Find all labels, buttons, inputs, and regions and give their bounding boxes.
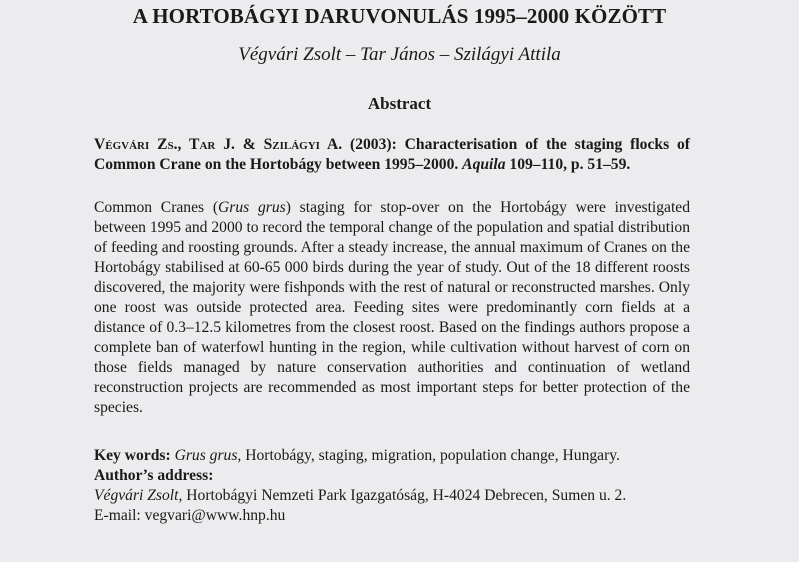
abstract-species: Grus grus [218,199,286,216]
citation-pages: 109–110, p. 51–59. [505,156,631,173]
citation [94,135,690,175]
abstract-body [94,198,690,418]
abstract-part-1: Common Cranes ( [94,199,219,216]
keywords-line [94,446,690,466]
keywords-label: Key words: [94,447,171,464]
abstract-part-2: ) staging for stop-over on the Hortobágy were investigated between 1995 and 2000 to record the temporal change of the population and spatial distribution of feeding and roosting grounds. After a steady increase, the annual maximum of Cranes on the Hortobágy stabilised at 60-65 000 birds during the year of study. Out of the 18 different roosts discovered, the majority were fishponds with the rest of natural or reconstructed marshes. Only one roost was outside protected area. Feeding sites were predominantly corn fields at a distance of 0.3–12.5 kilometres from the closest roost. Based on the findings authors propose a complete ban of waterfowl hunting in the region, while cultivation without harvest of corn on those fields managed by nature conservation authorities and continuation of wetland reconstruction projects are recommended as most important steps for better protection of the species. [94,199,691,416]
keywords-species: Grus grus, [174,447,242,464]
citation-title: (2003): Characterisation of the staging flocks of Common Crane on the Hortobágy between 1995–2000. [94,136,690,173]
address-line [94,486,690,506]
keywords-and-address [94,446,690,526]
citation-authors: Végvári Zs., Tar J. & Szilágyi A. [94,136,343,153]
author-line: Végvári Zsolt – Tar János – Szilágyi Attila [238,44,561,65]
address-label: Author’s address: [94,467,214,484]
citation-journal: Aquila [462,156,506,173]
address-text: Hortobágyi Nemzeti Park Igazgatóság, H-4024 Debrecen, Sumen u. 2. [182,487,627,504]
page-title: A HORTOBÁGYI DARUVONULÁS 1995–2000 KÖZÖTT [132,4,667,28]
abstract-heading: Abstract [367,94,432,113]
keywords-text: Hortobágy, staging, migration, population change, Hungary. [241,447,620,464]
email-line: E-mail: vegvari@www.hnp.hu [94,507,286,524]
address-name: Végvári Zsolt, [94,487,183,504]
